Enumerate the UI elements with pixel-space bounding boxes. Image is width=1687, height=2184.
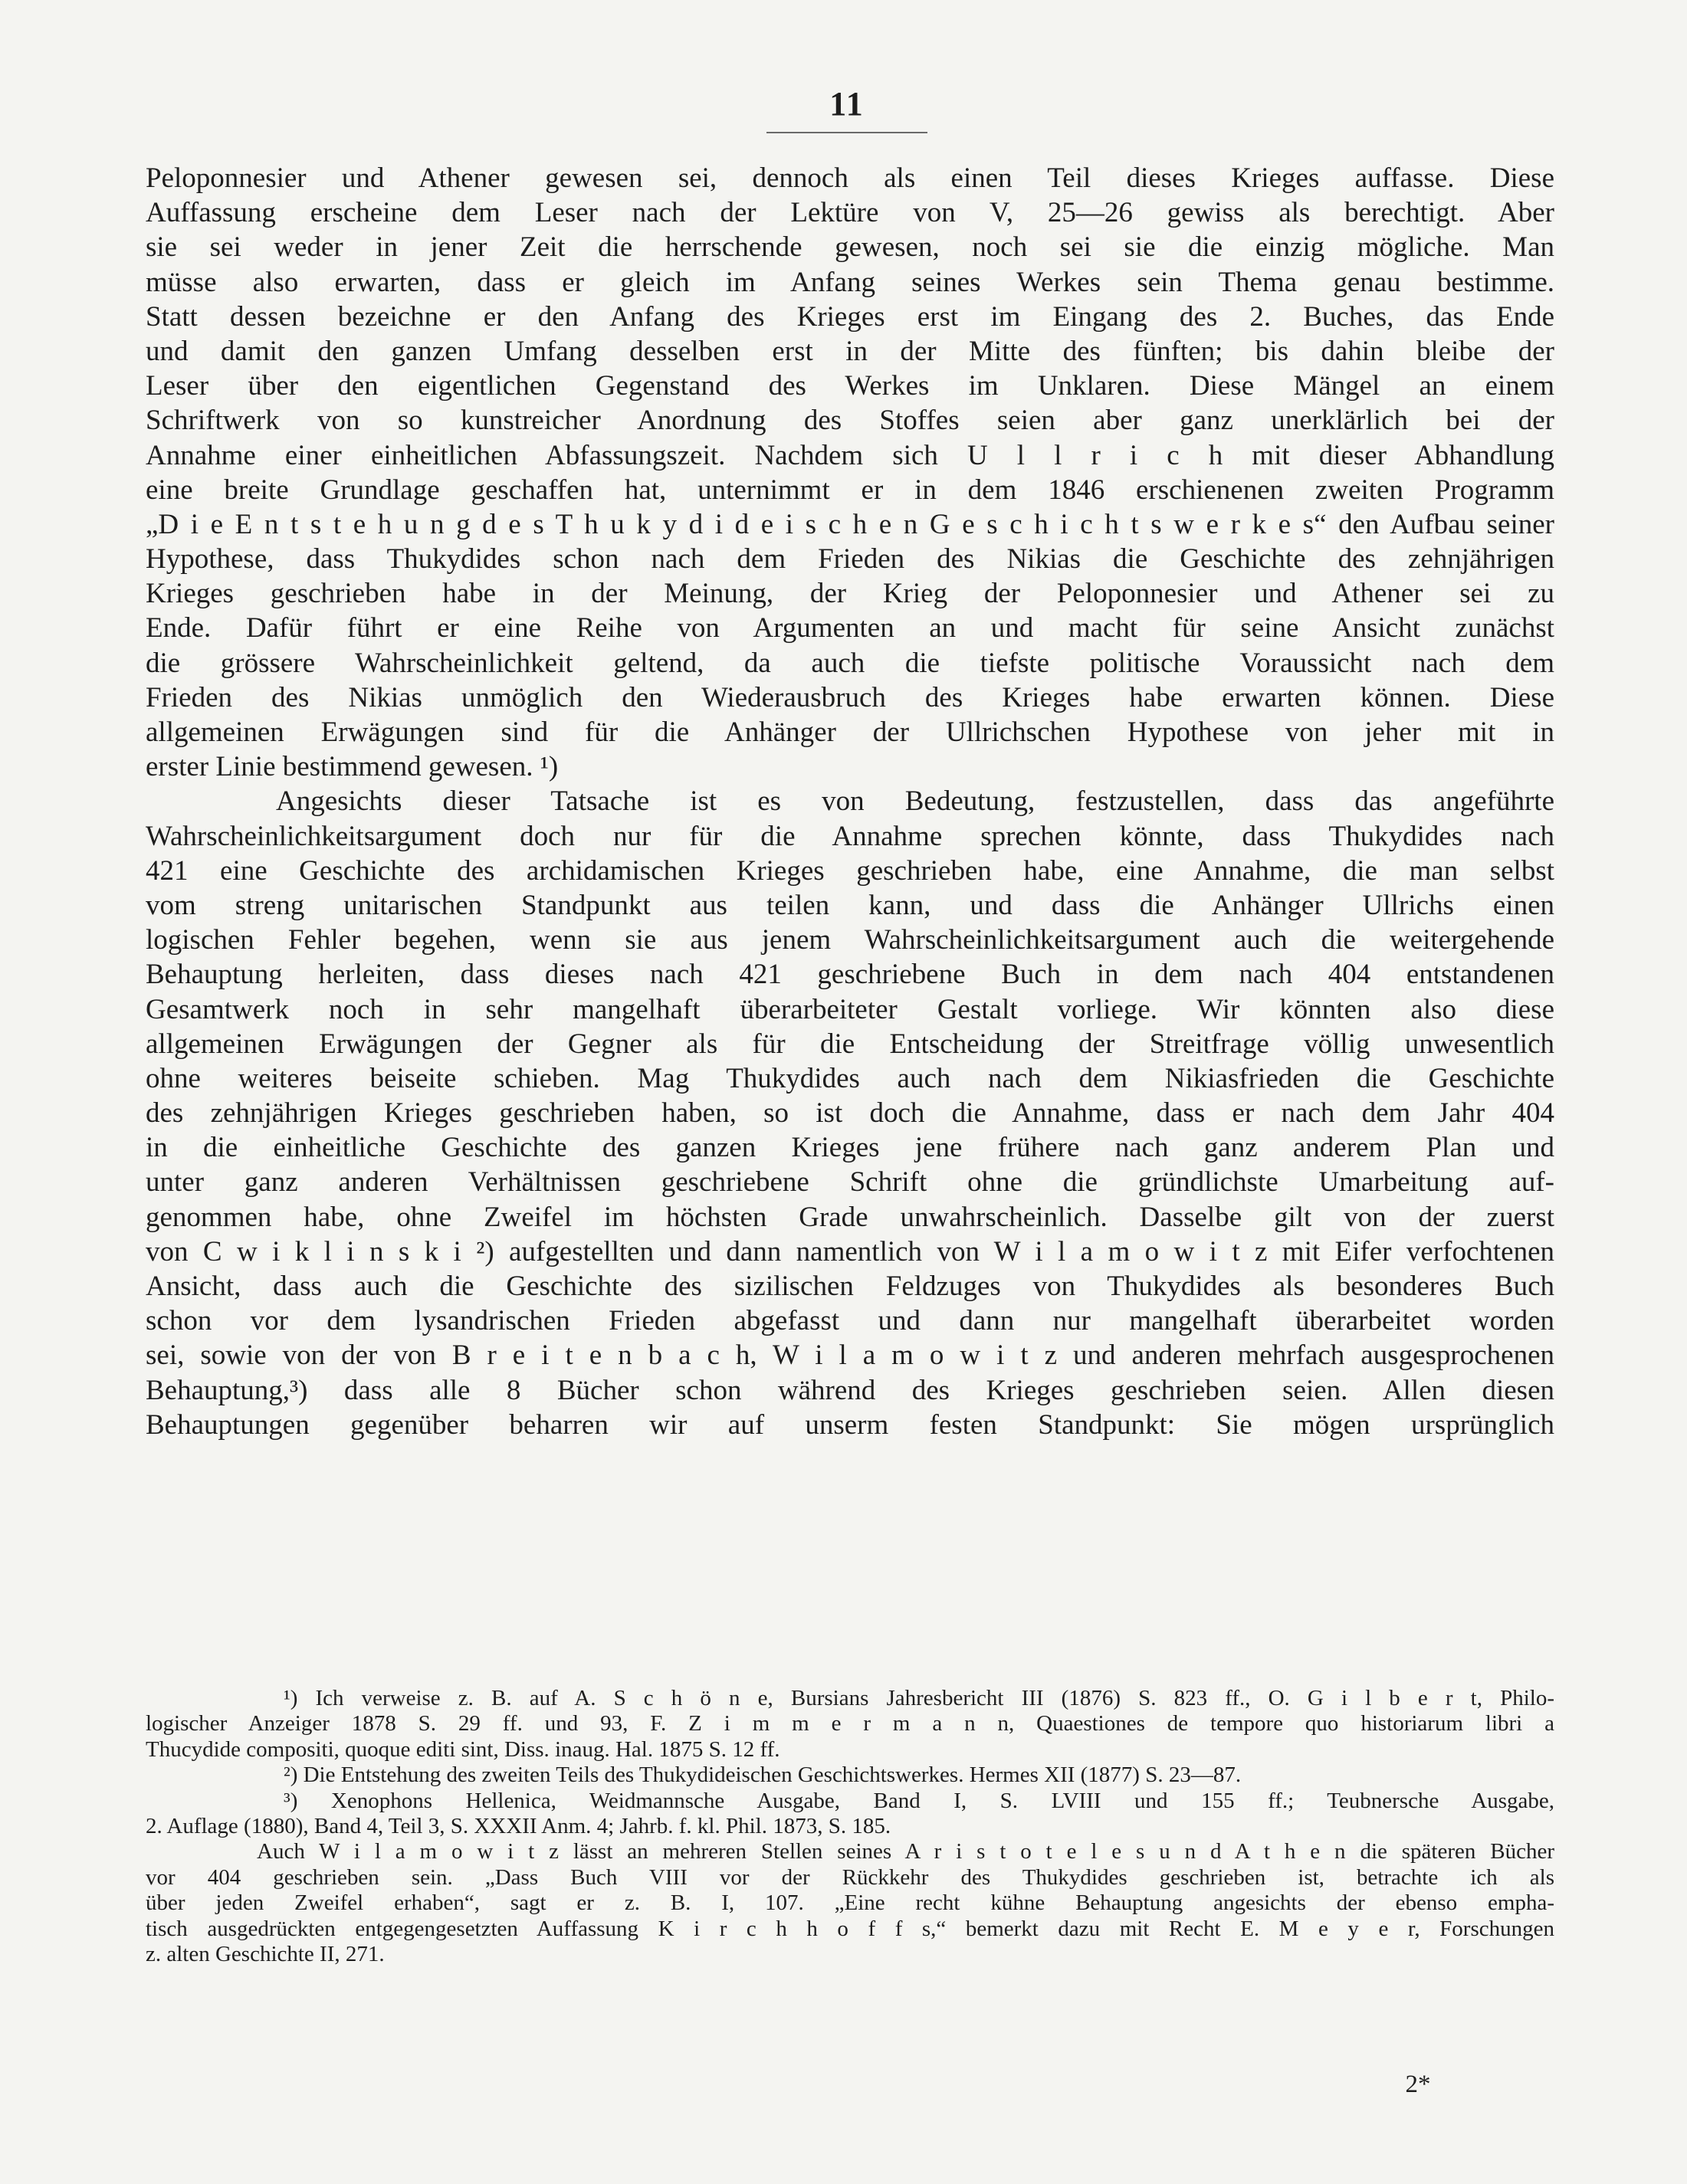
text-line: Behauptung,³) dass alle 8 Bücher schon während des Krieges geschrieben seien. Allen diesen — [146, 1374, 1554, 1406]
text-line: ohne weiteres beiseite schieben. Mag Thukydides auch nach dem Nikiasfrieden die Geschichte — [146, 1062, 1554, 1094]
text-line: Frieden des Nikias unmöglich den Wiederausbruch des Krieges habe erwarten können. Diese — [146, 681, 1554, 713]
text-line: unter ganz anderen Verhältnissen geschriebene Schrift ohne die gründlichste Umarbeitung auf- — [146, 1166, 1554, 1199]
page-number-rule — [766, 132, 927, 133]
text-line: Leser über den eigentlichen Gegenstand des Werkes im Unklaren. Diese Mängel an einem — [146, 370, 1554, 402]
text-line: Statt dessen bezeichne er den Anfang des Krieges erst im Eingang des 2. Buches, das Ende — [146, 300, 1554, 333]
text-line: von C w i k l i n s k i ²) aufgestellten und dann namentlich von W i l a m o w i t z mit Eifer verfochtenen — [146, 1235, 1554, 1267]
text-line: Auffassung erscheine dem Leser nach der Lektüre von V, 25—26 gewiss als berechtigt. Aber — [146, 197, 1554, 229]
text-line: des zehnjährigen Krieges geschrieben haben, so ist doch die Annahme, dass er nach dem Jahr 404 — [146, 1097, 1554, 1130]
footnote-line: Auch W i l a m o w i t z lässt an mehreren Stellen seines A r i s t o t e l e s u n d A t h e n die späteren Bücher — [257, 1839, 1554, 1864]
footnote-line: Thucydide compositi, quoque editi sint, Diss. inaug. Hal. 1875 S. 12 ff. — [146, 1736, 780, 1762]
footnote-line: tisch ausgedrückten entgegengesetzten Auffassung K i r c h h o f f s,“ bemerkt dazu mit Recht E. M e y e r, Forschungen — [146, 1916, 1554, 1941]
text-line: Hypothese, dass Thukydides schon nach dem Frieden des Nikias die Geschichte des zehnjährigen — [146, 543, 1554, 576]
text-line: Annahme einer einheitlichen Abfassungszeit. Nachdem sich U l l r i c h mit dieser Abhandlung — [146, 439, 1554, 471]
text-line: müsse also erwarten, dass er gleich im Anfang seines Werkes sein Thema genau bestimme. — [146, 266, 1554, 298]
text-line: schon vor dem lysandrischen Frieden abgefasst und dann nur mangelhaft überarbeitet worden — [146, 1305, 1554, 1337]
text-line: allgemeinen Erwägungen sind für die Anhänger der Ullrichschen Hypothese von jeher mit in — [146, 717, 1554, 748]
page-number: 11 — [829, 85, 865, 123]
text-line: 421 eine Geschichte des archidamischen Krieges geschrieben habe, eine Annahme, die man selbst — [146, 854, 1554, 887]
text-line: genommen habe, ohne Zweifel im höchsten Grade unwahrscheinlich. Dasselbe gilt von der zuerst — [146, 1201, 1554, 1233]
text-line: allgemeinen Erwägungen der Gegner als für die Entscheidung der Streitfrage völlig unwesentlich — [146, 1028, 1554, 1060]
text-line: Ende. Dafür führt er eine Reihe von Argumenten an und macht für seine Ansicht zunächst — [146, 612, 1554, 644]
footnote-line: 2. Auflage (1880), Band 4, Teil 3, S. XXXII Anm. 4; Jahrb. f. kl. Phil. 1873, S. 185. — [146, 1813, 891, 1838]
text-line: eine breite Grundlage geschaffen hat, unternimmt er in dem 1846 erschienenen zweiten Programm — [146, 474, 1554, 506]
text-line: Gesamtwerk noch in sehr mangelhaft überarbeiteter Gestalt vorliege. Wir könnten also diese — [146, 993, 1554, 1025]
text-line: und damit den ganzen Umfang desselben erst in der Mitte des fünften; bis dahin bleibe der — [146, 335, 1554, 367]
text-line: sie sei weder in jener Zeit die herrschende gewesen, noch sei sie die einzig mögliche. Man — [146, 231, 1554, 264]
paragraph-end-line: erster Linie bestimmend gewesen. ¹) — [146, 751, 559, 783]
text-line: vom streng unitarischen Standpunkt aus teilen kann, und dass die Anhänger Ullrichs einen — [146, 889, 1554, 921]
footnote-line: über jeden Zweifel erhaben“, sagt er z. B. I, 107. „Eine recht kühne Behauptung angesichts der ebenso empha- — [146, 1891, 1554, 1916]
text-line: Behauptungen gegenüber beharren wir auf unserm festen Standpunkt: Sie mögen ursprünglich — [146, 1408, 1554, 1441]
footnote-3: ³) Xenophons Hellenica, Weidmannsche Ausgabe, Band I, S. LVIII und 155 ff.; Teubnersche Ausgabe, — [284, 1788, 1554, 1813]
text-line: Ansicht, dass auch die Geschichte des sizilischen Feldzuges von Thukydides als besonderes Buch — [146, 1271, 1554, 1302]
text-line: Schriftwerk von so kunstreicher Anordnung des Stoffes seien aber ganz unerklärlich bei der — [146, 405, 1554, 437]
paragraph-start-line: Angesichts dieser Tatsache ist es von Bedeutung, festzustellen, dass das angeführte — [276, 785, 1554, 818]
text-line: Wahrscheinlichkeitsargument doch nur für die Annahme sprechen könnte, dass Thukydides nach — [146, 820, 1554, 852]
footnote-line: vor 404 geschrieben sein. „Dass Buch VIII vor der Rückkehr des Thukydides geschrieben ist, betrachte ich als — [146, 1864, 1554, 1890]
main-text — [146, 161, 1554, 1442]
text-line: Krieges geschrieben habe in der Meinung, der Krieg der Peloponnesier und Athener sei zu — [146, 578, 1554, 610]
footnote-line: z. alten Geschichte II, 271. — [146, 1941, 385, 1966]
text-line: die grössere Wahrscheinlichkeit geltend, da auch die tiefste politische Voraussicht nach dem — [146, 647, 1554, 679]
text-line: Peloponnesier und Athener gewesen sei, dennoch als einen Teil dieses Krieges auffasse. Diese — [146, 162, 1554, 194]
text-line: „D i e E n t s t e h u n g d e s T h u k y d i d e i s c h e n G e s c h i c h t s w e r k e s“ den Aufbau seiner — [146, 508, 1554, 540]
text-line: sei, sowie von der von B r e i t e n b a c h, W i l a m o w i t z und anderen mehrfach ausgesprochenen — [146, 1340, 1554, 1372]
footnotes — [146, 1686, 1554, 1967]
footnote-2: ²) Die Entstehung des zweiten Teils des Thukydideischen Geschichtswerkes. Hermes XII (1877) S. 23—87. — [284, 1763, 1242, 1788]
text-line: in die einheitliche Geschichte des ganzen Krieges jene frühere nach ganz anderem Plan und — [146, 1132, 1554, 1164]
footnote-line: logischer Anzeiger 1878 S. 29 ff. und 93, F. Z i m m e r m a n n, Quaestiones de tempore quo historiarum libri a — [146, 1711, 1554, 1736]
text-line: logischen Fehler begehen, wenn sie aus jenem Wahrscheinlichkeitsargument auch die weitergehende — [146, 924, 1554, 956]
signature-mark: 2* — [1405, 2071, 1431, 2098]
footnote-1: ¹) Ich verweise z. B. auf A. S c h ö n e, Bursians Jahresbericht III (1876) S. 823 ff., O. G i l b e r t, Philo- — [284, 1686, 1554, 1710]
text-line: Behauptung herleiten, dass dieses nach 421 geschriebene Buch in dem nach 404 entstandenen — [146, 959, 1554, 991]
